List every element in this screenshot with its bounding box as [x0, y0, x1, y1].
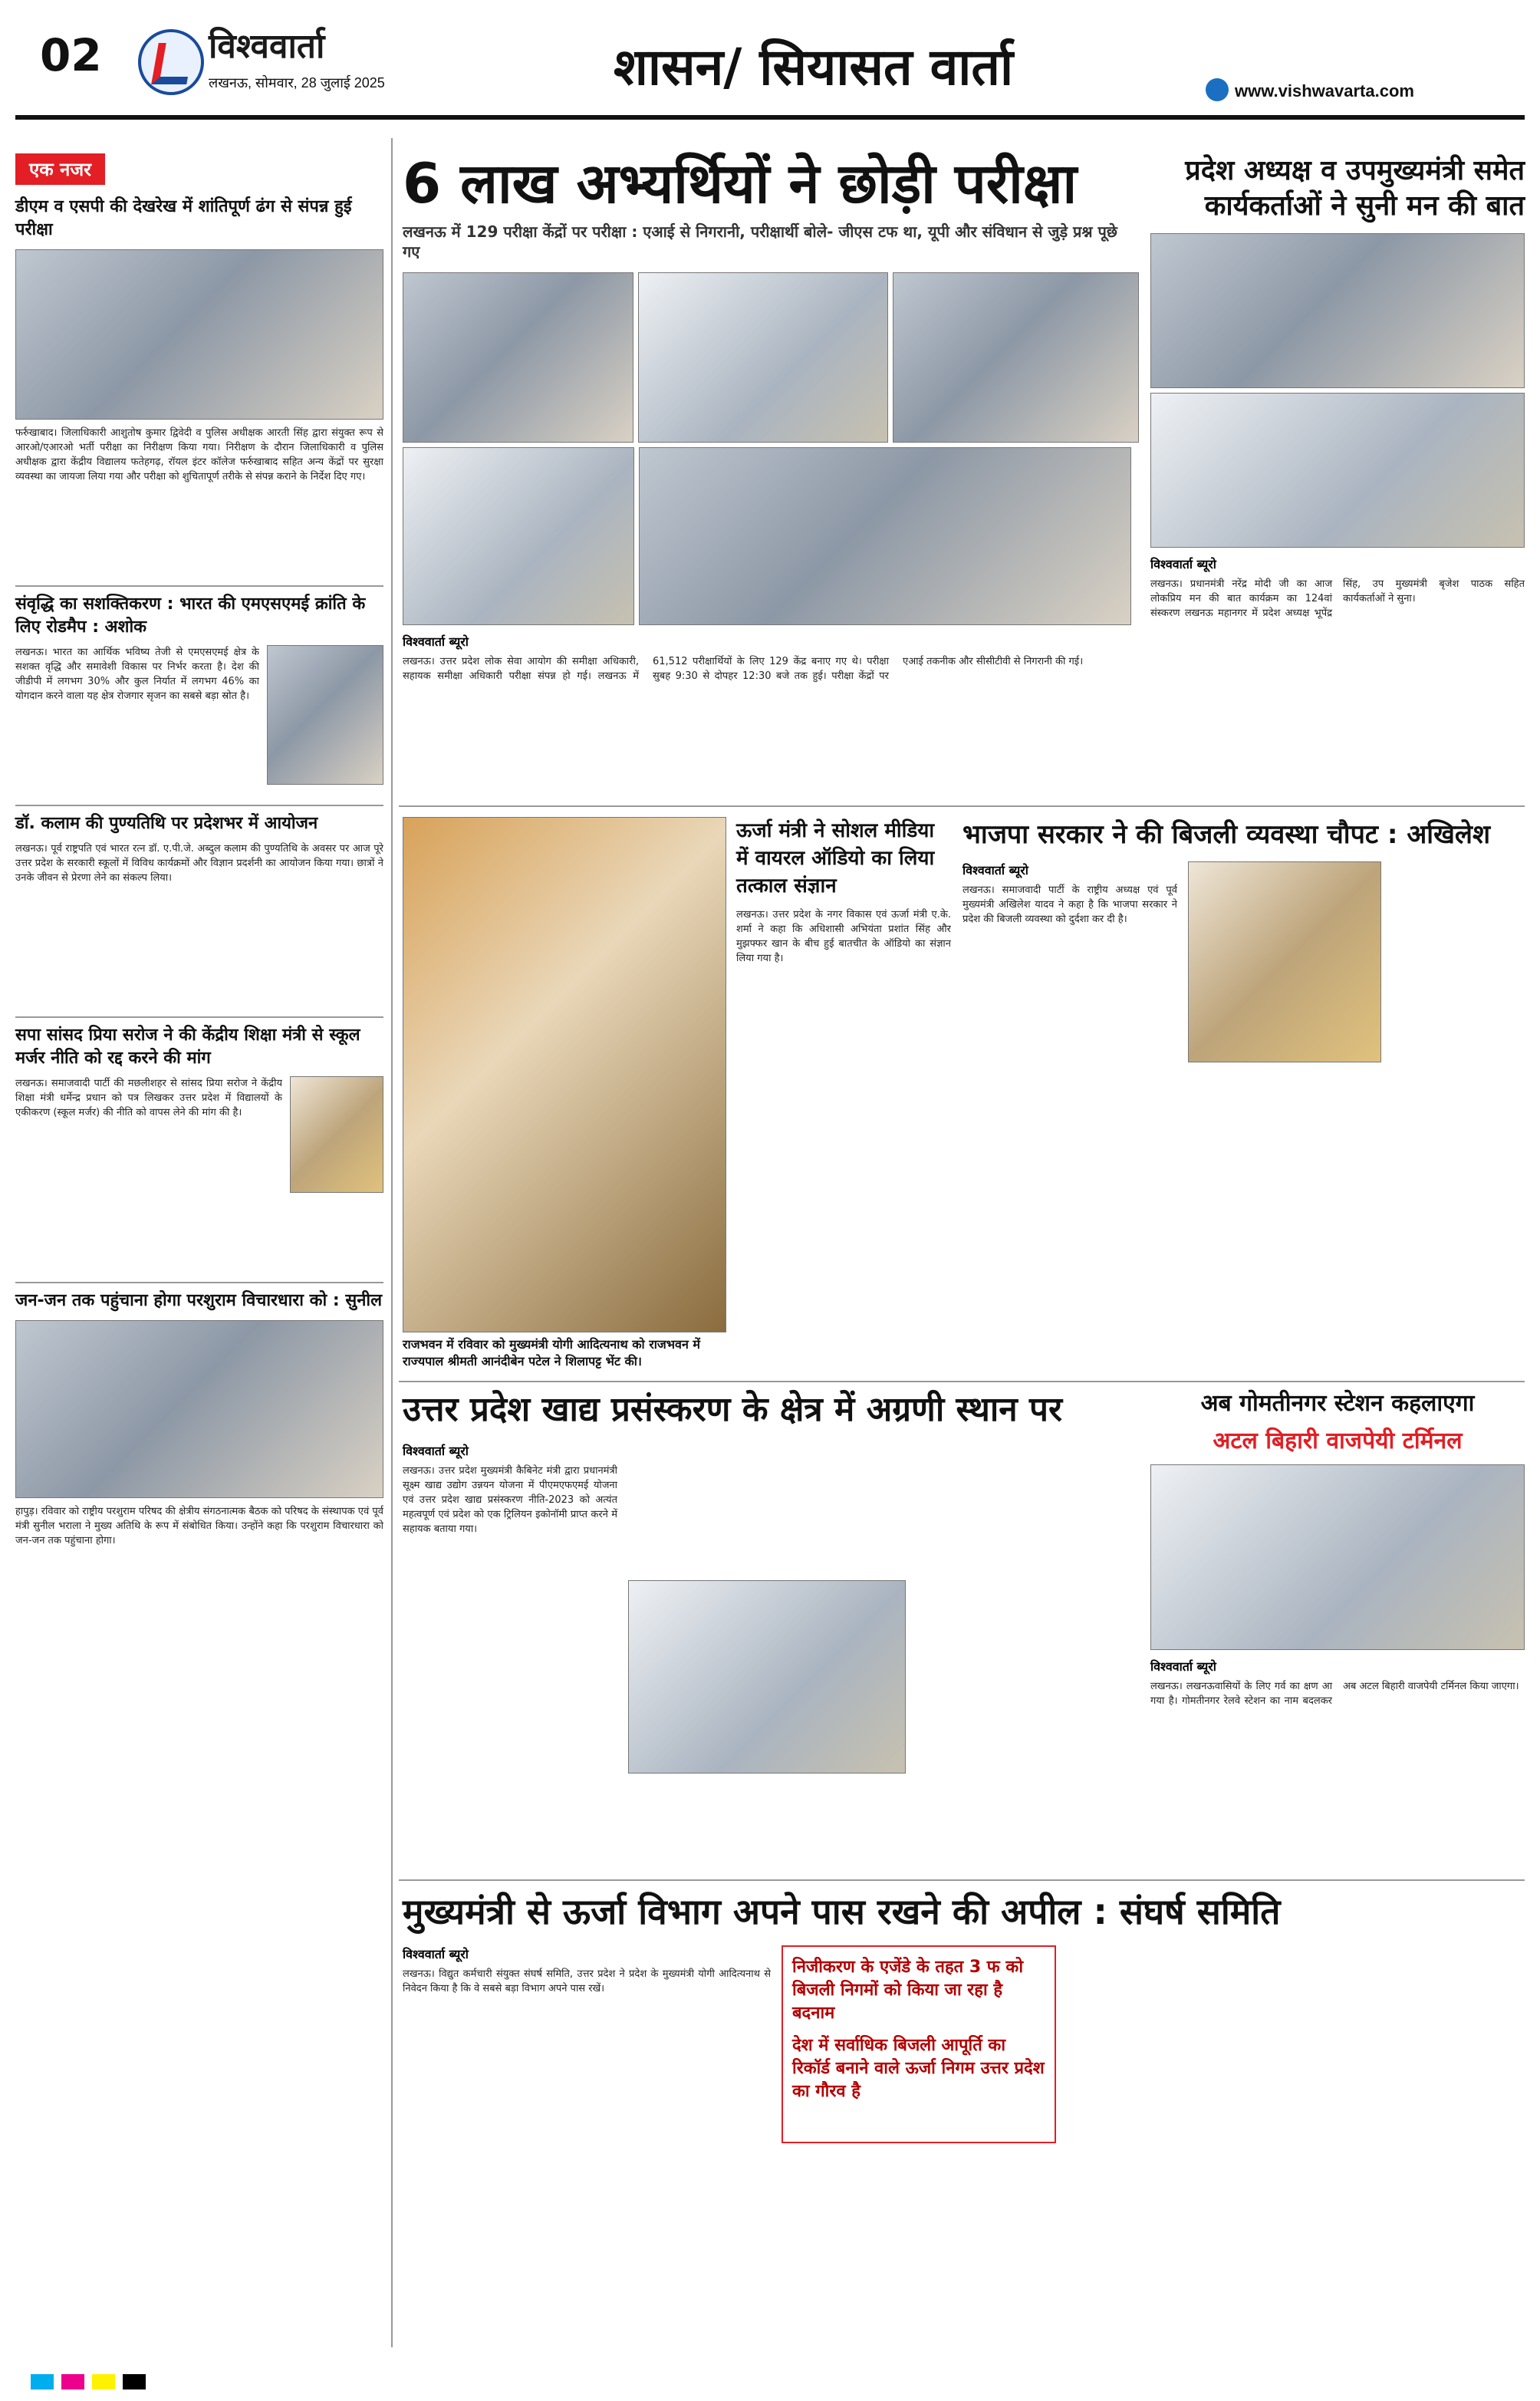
- station-byline: विश्ववार्ता ब्यूरो: [1150, 1659, 1216, 1674]
- samiti-body: लखनऊ। विद्युत कर्मचारी संयुक्त संघर्ष समिति, उत्तर प्रदेश ने प्रदेश के मुख्यमंत्री योगी आदित्यनाथ से निवेदन किया है कि वे सबसे बड़ा विभाग अपने पास रखें।: [403, 1968, 771, 1994]
- brand-name: विश्ववार्ता: [209, 27, 325, 66]
- station-headline: अब गोमतीनगर स्टेशन कहलाएगा: [1200, 1390, 1475, 1417]
- section-title: शासन/ सियासत वार्ता: [614, 38, 1014, 97]
- dateline: लखनऊ, सोमवार, 28 जुलाई 2025: [209, 75, 385, 91]
- exam-centre-photo: [638, 272, 889, 443]
- cyan-swatch: [31, 2374, 54, 2389]
- akhilesh-body: लखनऊ। समाजवादी पार्टी के राष्ट्रीय अध्यक्ष एवं पूर्व मुख्यमंत्री अखिलेश यादव ने कहा है कि भाजपा सरकार ने प्रदेश की बिजली व्यवस्था को दुर्दशा कर दी है।: [962, 884, 1177, 925]
- parshuram-headline: जन-जन तक पहुंचाना होगा परशुराम विचारधारा को : सुनील: [15, 1291, 383, 1310]
- police-check-photo: [403, 447, 634, 625]
- food-body: लखनऊ। उत्तर प्रदेश मुख्यमंत्री कैबिनेट मंत्री द्वारा प्रधानमंत्री सूक्ष्म खाद्य उद्योग उन्नयन योजना में पीएमएफएमई योजना एवं उत्तर प्रदेश खाद्य प्रसंस्करण नीति-2023 को अत्यंत महत्वपूर्ण एवं प्रदेश को एक ट्रिलियन इकोनॉमी प्राप्त करने में सहायक बताया गया।: [403, 1465, 617, 1535]
- priya-saroj-body: लखनऊ। समाजवादी पार्टी की मछलीशहर से सांसद प्रिया सरोज ने केंद्रीय शिक्षा मंत्री धर्मेन्द्र प्रधान को पत्र लिखकर उत्तर प्रदेश में विद्यालयों के एकीकरण (स्कूल मर्जर) की नीति को वापस लेने की मांग की है।: [15, 1078, 282, 1118]
- lead-subhead: लखनऊ में 129 परीक्षा केंद्रों पर परीक्षा : एआई से निगरानी, परीक्षार्थी बोले- जीएस टफ था, यूपी और संविधान से जुड़े प्रश्न पूछे गए: [403, 222, 1117, 261]
- section-badge: एक नजर: [15, 153, 105, 185]
- kalam-body: लखनऊ। पूर्व राष्ट्रपति एवं भारत रत्न डॉ. ए.पी.जे. अब्दुल कलाम की पुण्यतिथि के अवसर पर आज पूरे उत्तर प्रदेश के सरकारी स्कूलों में विविध कार्यक्रमों और विज्ञान प्रदर्शनी का आयोजन किया गया। छात्रों ने उनके जीवन से प्रेरणा लेने का संकल्प लिया।: [15, 843, 383, 884]
- highlight-item: देश में सर्वाधिक बिजली आपूर्ति का रिकॉर्ड बनाने वाले ऊर्जा निगम उत्तर प्रदेश का गौरव है: [792, 2036, 1045, 2101]
- mp-photo: [290, 1076, 383, 1193]
- lead-byline: विश्ववार्ता ब्यूरो: [403, 634, 469, 649]
- samiti-headline: मुख्यमंत्री से ऊर्जा विभाग अपने पास रखने की अपील : संघर्ष समिति: [403, 1891, 1281, 1932]
- print-registration-bar: [0, 2374, 1540, 2397]
- exam-queue-photo: [403, 272, 633, 443]
- lead-story: [403, 150, 1139, 815]
- highlight-item: निजीकरण के एजेंडे के तहत 3 फ को बिजली निगमों को किया जा रहा है बदनाम: [792, 1958, 1024, 2023]
- author-photo: [267, 645, 383, 785]
- mann-ki-baat-story: [1150, 153, 1525, 822]
- mkb-photo-1: [1150, 233, 1525, 388]
- candidates-photo: [893, 272, 1139, 443]
- yellow-swatch: [92, 2374, 115, 2389]
- website-link[interactable]: www.vishwavarta.com: [1235, 81, 1414, 100]
- brief-body: फर्रुखाबाद। जिलाधिकारी आशुतोष कुमार द्विवेदी व पुलिस अधीक्षक आरती सिंह द्वारा संयुक्त रूप से आरओ/एआरओ भर्ती परीक्षा का निरीक्षण किया गया। निरीक्षण के दौरान जिलाधिकारी व पुलिस अधीक्षक द्वारा केंद्रीय विद्यालय फतेहगढ़, रॉयल इंटर कॉलेज फर्रुखाबाद सहित अन्य केंद्रों पर सुरक्षा व्यवस्था का जायजा लिया गया और परीक्षा को शुचितापूर्ण तरीके से संपन्न कराने के निर्देश दिए गए।: [15, 427, 383, 483]
- header-rule: [15, 115, 1525, 120]
- divider: [15, 805, 383, 806]
- akhilesh-byline: विश्ववार्ता ब्यूरो: [962, 863, 1028, 878]
- msme-headline: संवृद्धि का सशक्तिकरण : भारत की एमएसएमई क्रांति के लिए रोडमैप : अशोक: [15, 594, 366, 637]
- mkb-byline: विश्ववार्ता ब्यूरो: [1150, 557, 1216, 571]
- mkb-photo-2: [1150, 393, 1525, 548]
- samiti-highlights: [782, 1945, 1056, 2143]
- akhilesh-photo: [1188, 861, 1381, 1062]
- food-headline: उत्तर प्रदेश खाद्य प्रसंस्करण के क्षेत्र में अग्रणी स्थान पर: [403, 1390, 1063, 1429]
- section-rule: [399, 1879, 1525, 1881]
- station-story: [1150, 1388, 1525, 1909]
- column-divider: [391, 138, 393, 2347]
- food-byline: विश्ववार्ता ब्यूरो: [403, 1444, 469, 1458]
- energy-headline: ऊर्जा मंत्री ने सोशल मीडिया में वायरल ऑडियो का लिया तत्काल संज्ञान: [736, 819, 935, 897]
- magenta-swatch: [61, 2374, 84, 2389]
- food-processing-story: [403, 1388, 1139, 1893]
- brief-headline: डीएम व एसपी की देखरेख में शांतिपूर्ण ढंग से संपन्न हुई परीक्षा: [15, 197, 352, 239]
- divider: [15, 1282, 383, 1283]
- akhilesh-headline: भाजपा सरकार ने की बिजली व्यवस्था चौपट : अखिलेश: [962, 819, 1491, 850]
- section-rule: [399, 805, 1525, 807]
- candidates-group-photo: [639, 447, 1131, 625]
- divider: [15, 585, 383, 587]
- mkb-body: लखनऊ। प्रधानमंत्री नरेंद्र मोदी जी का आज लोकप्रिय मन की बात कार्यक्रम का 124वां संस्करण लखनऊ महानगर में प्रदेश अध्यक्ष भूपेंद्र सिंह, उप मुख्यमंत्री बृजेश पाठक सहित कार्यकर्ताओं ने सुना।: [1150, 578, 1525, 619]
- station-body: लखनऊ। लखनऊवासियों के लिए गर्व का क्षण आ गया है। गोमतीनगर रेलवे स्टेशन का नाम बदलकर अब अटल बिहारी वाजपेयी टर्मिनल किया जाएगा।: [1150, 1681, 1519, 1707]
- brand-logo: [138, 29, 204, 95]
- meeting-photo: [15, 1320, 383, 1498]
- section-rule: [399, 1381, 1525, 1382]
- divider: [15, 1016, 383, 1018]
- left-column: [15, 153, 383, 1673]
- lead-body: लखनऊ। उत्तर प्रदेश लोक सेवा आयोग की समीक्षा अधिकारी, सहायक समीक्षा अधिकारी परीक्षा संपन्न हो गई। लखनऊ में 61,512 परीक्षार्थियों के लिए 129 केंद्र बनाए गए थे। परीक्षा सुबह 9:30 से दोपहर 12:30 बजे तक हुई। परीक्षा केंद्रों पर एआई तकनीक और सीसीटीवी से निगरानी की गई।: [403, 656, 1084, 682]
- mkb-headline: प्रदेश अध्यक्ष व उपमुख्यमंत्री समेत कार्यकर्ताओं ने सुनी मन की बात: [1185, 155, 1525, 222]
- lead-headline: 6 लाख अभ्यर्थियों ने छोड़ी परीक्षा: [403, 151, 1078, 216]
- station-subhead: अटल बिहारी वाजपेयी टर्मिनल: [1213, 1428, 1463, 1454]
- samiti-byline: विश्ववार्ता ब्यूरो: [403, 1947, 469, 1961]
- exam-inspection-photo: [15, 249, 383, 420]
- cm-governor-photo: [403, 817, 726, 1332]
- station-photo: [1150, 1464, 1525, 1650]
- cm-photo-caption: राजभवन में रविवार को मुख्यमंत्री योगी आदित्यनाथ को राजभवन में राज्यपाल श्रीमती आनंदीबेन पटेल ने शिलापट्ट भेंट की।: [403, 1337, 700, 1368]
- akhilesh-story: [962, 817, 1525, 1312]
- energy-minister-story: [736, 817, 951, 1306]
- kalam-headline: डॉ. कलाम की पुण्यतिथि पर प्रदेशभर में आयोजन: [15, 814, 318, 833]
- page-number: 02: [0, 0, 84, 84]
- globe-icon: [1206, 78, 1229, 101]
- parshuram-body: हापुड़। रविवार को राष्ट्रीय परशुराम परिषद की क्षेत्रीय संगठनात्मक बैठक को परिषद के संस्थापक एवं पूर्व मंत्री सुनील भराला ने मुख्य अतिथि के रूप में संबोधित किया। उन्होंने कहा कि परशुराम विचारधारा को जन-जन तक पहुंचाना होगा।: [15, 1506, 383, 1546]
- energy-body: लखनऊ। उत्तर प्रदेश के नगर विकास एवं ऊर्जा मंत्री ए.के. शर्मा ने कहा कि अधिशासी अभियंता प्रशांत सिंह और मुझफ्फर खान के बीच हुई बातचीत के ऑडियो का संज्ञान लिया गया है।: [736, 909, 951, 964]
- msme-body: लखनऊ। भारत का आर्थिक भविष्य तेजी से एमएसएमई क्षेत्र के सशक्त वृद्धि और समावेशी विकास पर निर्भर करता है। देश की जीडीपी में लगभग 30% और कुल निर्यात में लगभग 46% का योगदान करने वाला यह क्षेत्र रोजगार सृजन का सबसे बड़ा स्रोत है।: [15, 647, 259, 702]
- sangharsh-samiti-story: [403, 1889, 1525, 2335]
- food-processing-photo: [628, 1580, 906, 1774]
- black-swatch: [123, 2374, 146, 2389]
- priya-saroj-headline: सपा सांसद प्रिया सरोज ने की केंद्रीय शिक्षा मंत्री से स्कूल मर्जर नीति को रद्द करने की मांग: [15, 1026, 360, 1068]
